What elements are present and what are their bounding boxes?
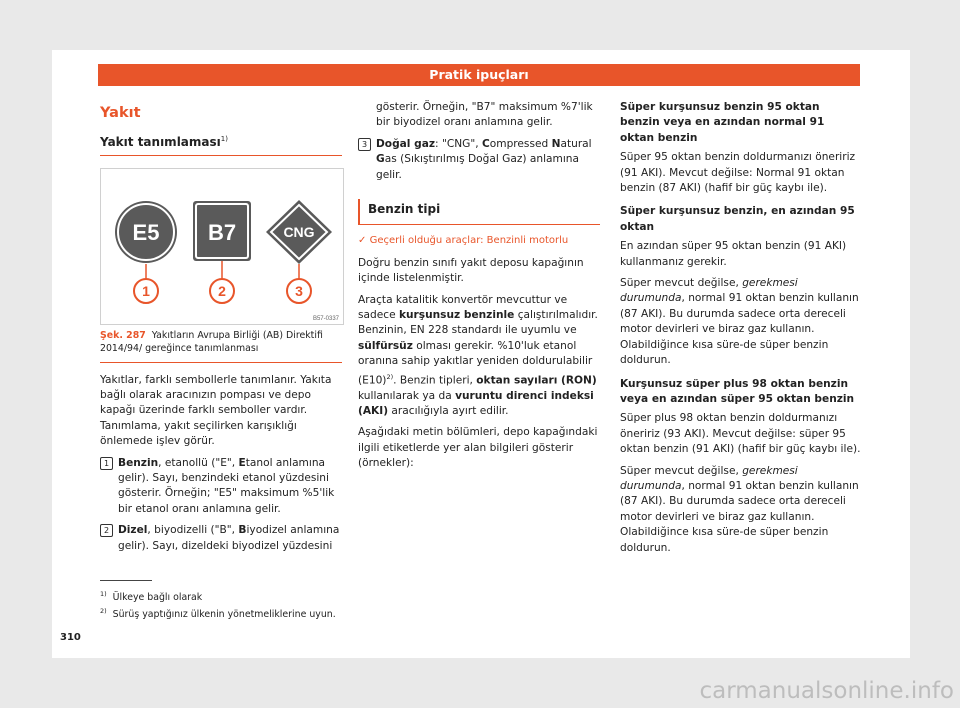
text: Süper mevcut değilse,	[620, 277, 743, 290]
figure-ref: Şek. 287	[100, 330, 146, 342]
footnote-text: Sürüş yaptığınız ülkenin yönetmeliklerine uyun.	[112, 609, 336, 621]
text: . Benzin tipleri,	[393, 374, 477, 387]
paragraph: Aşağıdaki metin bölümleri, depo kapağındaki ilgili etiketlerde yer alan bilgileri gösterir (örnekler):	[358, 426, 598, 470]
column-3	[620, 100, 862, 562]
intro-paragraph: Yakıtlar, farklı sembollerle tanımlanır. Yakıta bağlı olarak aracınızın pompası ve depo kapağı üzerinde farklı semboller vardır. Tanımlama, yakıt seçilirken karışıklığı önlemede işlev görür.	[100, 373, 332, 448]
list-item	[100, 456, 342, 518]
e5-label: E5	[132, 220, 160, 246]
fuel-symbols-figure	[100, 168, 344, 325]
text: Araçta katalitik konvertör mevcuttur ve sadece	[358, 293, 568, 322]
applicability-note	[358, 233, 600, 248]
paragraph: En azından süper 95 oktan benzin (91 AKI) kullanmanız gerekir.	[620, 240, 847, 268]
item-text: , biyodizelli ("B",	[147, 524, 239, 537]
item-term: Doğal gaz	[376, 137, 436, 150]
emphasis: vuruntu direnci indeksi (AKI)	[358, 389, 594, 418]
item-text: iyodizel anlamına gelir). Sayı, dizeldeki biyodizel yüzdesini	[118, 524, 340, 552]
subsection-title-text: Yakıt tanımlaması	[100, 135, 221, 149]
item-text: as (Sıkıştırılmış Doğal Gaz) anlamına gelir.	[376, 153, 580, 181]
item-term: Benzin	[118, 456, 159, 469]
item-number-badge: 3	[358, 138, 371, 151]
paragraph	[620, 276, 862, 368]
italic-text: gerekmesi durumunda	[620, 277, 798, 305]
text: olması gerekir. %10'luk etanol oranına sahip yakıtlar yeniden doldurulabilir (E10)	[358, 339, 593, 387]
item-text: : "CNG",	[435, 137, 482, 150]
item-text: atural	[560, 137, 592, 150]
check-icon: ✓	[358, 235, 367, 247]
watermark: carmanualsonline.info	[699, 678, 954, 704]
item-text: tanol anlamına gelir). Sayı, benzindeki etanol yüzdesini gösterir. Örneğin; "E5" maksimum %5'lik bir etanol oranı anlamına gelir.	[118, 456, 335, 515]
figure-code: B57-0337	[312, 316, 339, 323]
italic-text: gerekmesi durumunda	[620, 464, 798, 492]
subheading: Kurşunsuz süper plus 98 oktan benzin veya en azından süper 95 oktan benzin	[620, 377, 855, 405]
callout-2: 2	[218, 283, 226, 300]
item-letter: C	[481, 137, 490, 150]
page-number: 310	[60, 632, 81, 643]
figure-caption-text: Yakıtların Avrupa Birliği (AB) Direktifi 2014/94/ gereğince tanımlanması	[100, 330, 323, 354]
text: , normal 91 oktan benzin kullanın (87 AKI). Bu durumda sadece orta dereceli motor devirleri ve biraz gaz kullanın. Olabildiğince kısa süre-de süper benzin doldurun.	[620, 479, 859, 554]
section-heading-benzin-tipi: Benzin tipi	[358, 199, 600, 225]
subsection-title	[100, 132, 342, 156]
item-letter: E	[238, 456, 246, 469]
footnote-2	[100, 607, 336, 620]
footnote-mark: 2)	[100, 607, 107, 615]
subheading: Süper kurşunsuz benzin, en azından 95 oktan	[620, 205, 855, 233]
column-1	[100, 104, 342, 560]
item-letter: N	[551, 137, 561, 150]
page-header: Pratik ipuçları	[98, 64, 860, 86]
item-term: Dizel	[118, 524, 148, 537]
list-item	[358, 137, 600, 183]
item-text: ompressed	[489, 137, 552, 150]
footnote-rule	[100, 580, 152, 581]
section-title: Yakıt	[100, 105, 141, 121]
paragraph: Süper plus 98 oktan benzin doldurmanızı öneririz (93 AKI). Mevcut değilse: süper 95 oktan benzin (91 AKI) (hafif bir güç kaybı ile).	[620, 412, 861, 456]
column-2	[358, 100, 600, 478]
item-letter: B	[238, 524, 247, 537]
continued-text: gösterir. Örneğin, "B7" maksimum %7'lik bir biyodizel oranı anlamına gelir.	[376, 101, 593, 129]
list-item	[100, 523, 342, 554]
text: aracılığıyla ayırt edilir.	[388, 405, 509, 418]
footnote-ref-2: 2)	[386, 372, 394, 381]
emphasis: kurşunsuz benzinle	[398, 309, 515, 322]
applicability-text: Geçerli olduğu araçlar: Benzinli motorlu	[369, 235, 569, 247]
text: Süper mevcut değilse,	[620, 464, 743, 477]
paragraph	[358, 293, 600, 420]
subheading: Süper kurşunsuz benzin 95 oktan benzin veya en azından normal 91 oktan benzin	[620, 101, 825, 144]
item-letter: G	[376, 153, 385, 166]
paragraph	[620, 464, 862, 556]
b7-label: B7	[207, 220, 237, 246]
emphasis: sülfürsüz	[358, 339, 413, 352]
paragraph: Süper 95 oktan benzin doldurmanızı öneririz (91 AKI). Mevcut değilse: Normal 91 oktan benzin (87 AKI) (hafif bir güç kaybı ile).	[620, 151, 856, 195]
item-number-badge: 1	[100, 457, 113, 470]
emphasis: oktan sayıları (RON)	[476, 374, 597, 387]
text: kullanılarak ya da	[358, 389, 456, 402]
text: , normal 91 oktan benzin kullanın (87 AKI). Bu durumda sadece orta dereceli motor devirleri ve biraz gaz kullanın. Olabildiğince kısa süre-de süper benzin doldurun.	[620, 292, 859, 367]
cng-label: CNG	[283, 224, 315, 241]
fuel-symbols-illustration	[101, 169, 343, 324]
item-text: , etanollü ("E",	[158, 456, 239, 469]
paragraph: Doğru benzin sınıfı yakıt deposu kapağının içinde listelenmiştir.	[358, 256, 584, 285]
footnote-ref-1: 1)	[220, 135, 228, 143]
footnote-1	[100, 590, 202, 603]
item-number-badge: 2	[100, 524, 113, 537]
callout-1: 1	[142, 283, 150, 300]
footnote-mark: 1)	[100, 590, 107, 598]
figure-caption	[100, 330, 342, 362]
callout-3: 3	[295, 283, 303, 300]
text: çalıştırılmalıdır. Benzinin, EN 228 standardı ile uyumlu ve	[358, 309, 598, 337]
footnote-text: Ülkeye bağlı olarak	[112, 592, 203, 604]
